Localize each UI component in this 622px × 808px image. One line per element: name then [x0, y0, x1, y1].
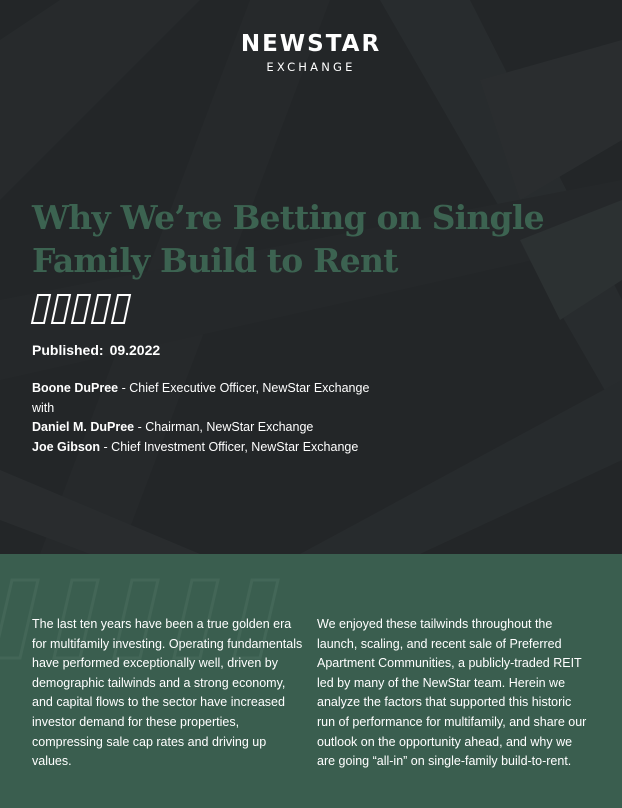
- author-line: [32, 418, 369, 438]
- published-label: Published:: [32, 342, 104, 358]
- published-date: [32, 341, 160, 359]
- published-value: 09.2022: [109, 342, 161, 358]
- author-line: [32, 399, 369, 419]
- intro-paragraph-right: We enjoyed these tailwinds throughout the launch, scaling, and recent sale of Preferred Apartment Communities, a publicly-traded REIT led by many of the NewStar team. Herein we analyze the factors that supported this historic run of performance for multifamily, and share our outlook on the opportunity ahead, and why we are going “all-in” on single-family build-to-rent.: [317, 617, 587, 769]
- author-name: Daniel M. DuPree: [32, 420, 135, 435]
- author-role: with: [32, 400, 55, 415]
- intro-paragraph-left: The last ten years have been a true golden era for multifamily investing. Operating fundamentals have performed exceptionally well, driven by demographic tailwinds and a strong economy, and capital flows to the sector have increased investor demand for these properties, compressing sale cap rates and driving up values.: [32, 617, 303, 769]
- author-line: [32, 379, 369, 399]
- newstar-exchange-logo: [0, 32, 622, 74]
- page-title: Why We’re Betting on Single Family Build to Rent: [32, 198, 544, 280]
- intro-section: [0, 554, 622, 808]
- author-role: - Chairman, NewStar Exchange: [134, 420, 314, 435]
- author-role: - Chief Executive Officer, NewStar Exchange: [118, 381, 370, 395]
- logo-subtitle: EXCHANGE: [266, 60, 356, 74]
- author-name: Joe Gibson: [32, 439, 101, 454]
- author-name: Boone DuPree: [32, 381, 119, 395]
- author-role: - Chief Investment Officer, NewStar Exchange: [100, 439, 359, 454]
- logo-brand: NEWSTAR: [240, 31, 382, 57]
- author-line: [32, 438, 369, 458]
- slash-pattern-icon: [34, 294, 128, 324]
- authors-list: [32, 379, 369, 457]
